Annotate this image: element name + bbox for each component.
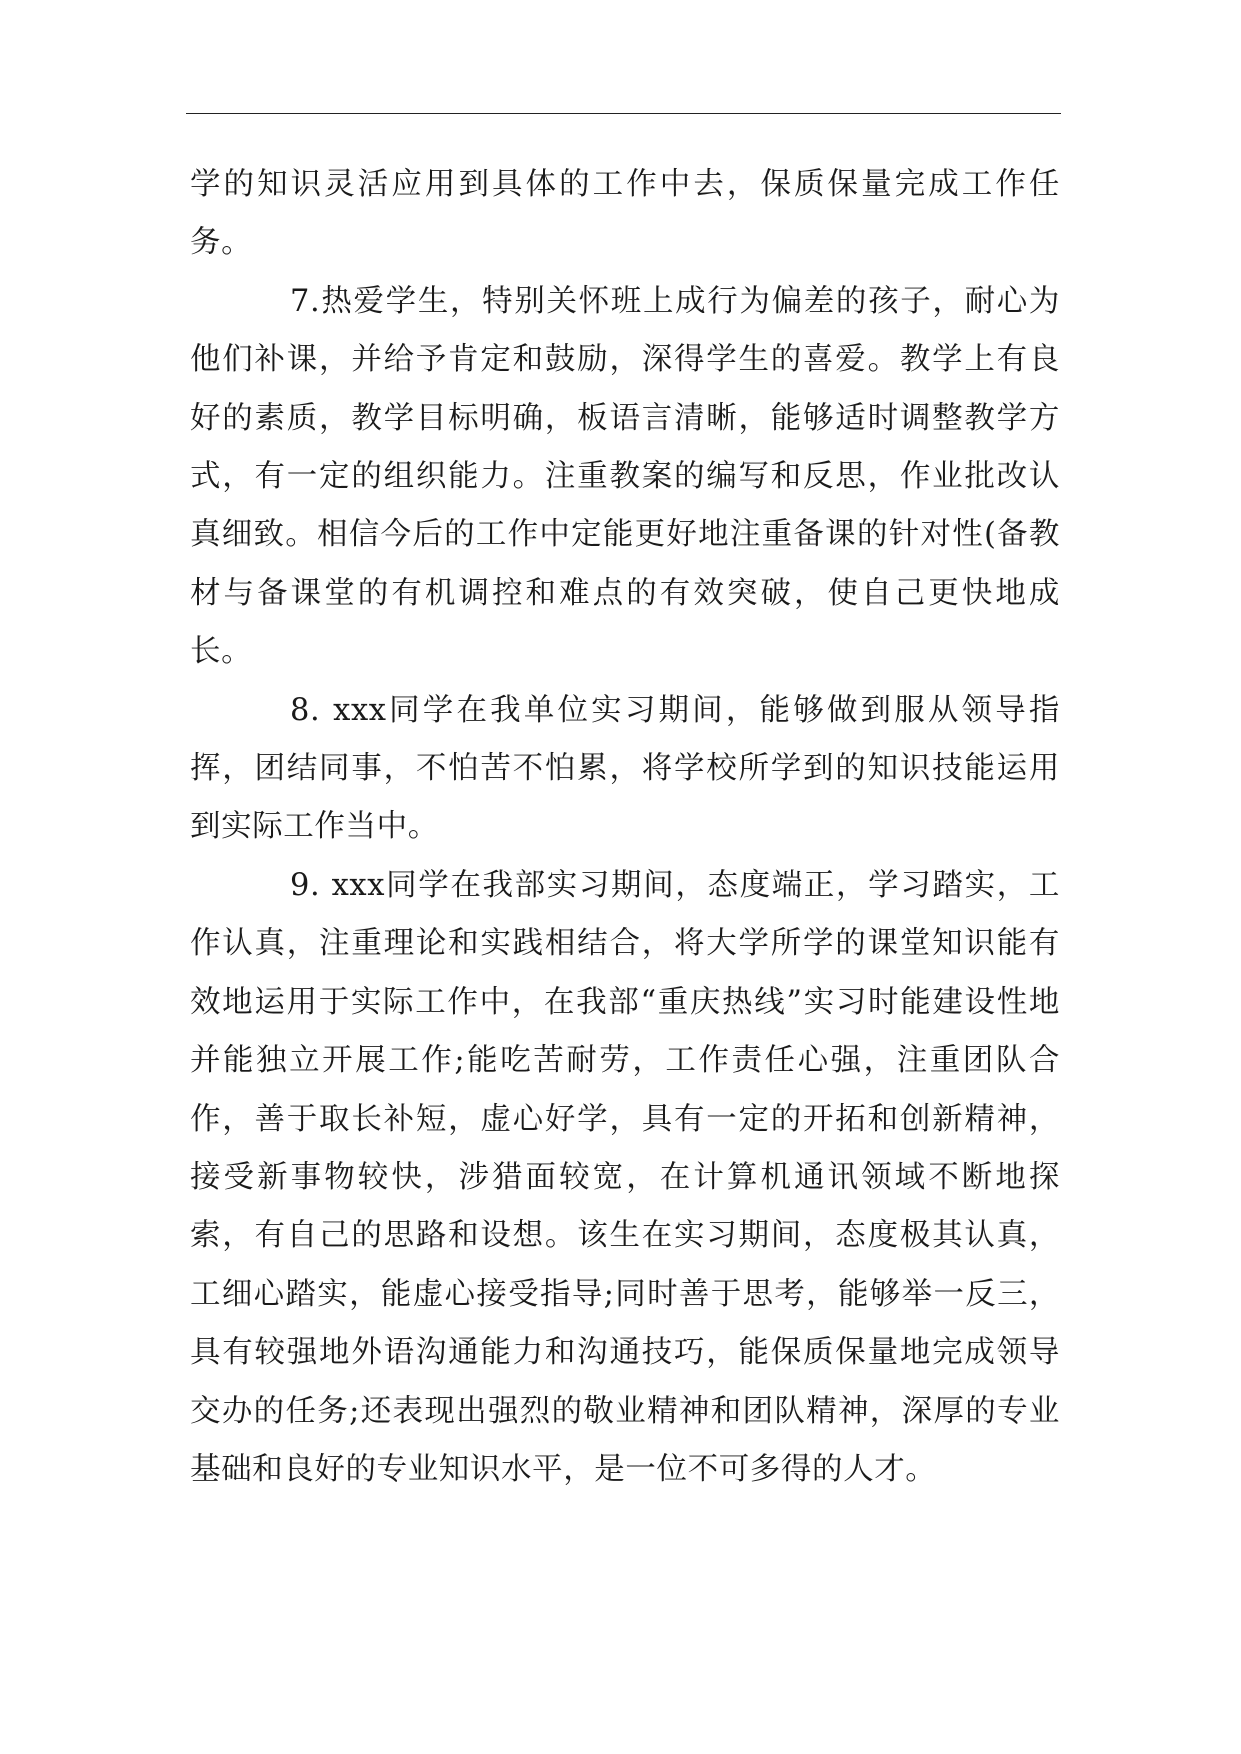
paragraph-item-8: 8. xxx同学在我单位实习期间，能够做到服从领导指挥，团结同事，不怕苦不怕累，将学校所学到的知识技能运用到实际工作当中。 — [190, 692, 1060, 845]
document-body — [190, 156, 1060, 1499]
paragraph-item-7: 7.热爱学生，特别关怀班上成行为偏差的孩子，耐心为他们补课，并给予肯定和鼓励，深得学生的喜爱。教学上有良好的素质，教学目标明确，板语言清晰，能够适时调整教学方式，有一定的组织能力。注重教案的编写和反思，作业批改认真细致。相信今后的工作中定能更好地注重备课的针对性(备教材与备课堂的有机调控和难点的有效突破，使自己更快地成长。 — [190, 283, 1060, 670]
header-rule — [186, 113, 1061, 114]
paragraph-continuation: 学的知识灵活应用到具体的工作中去，保质保量完成工作任务。 — [190, 167, 1060, 261]
paragraph-item-9: 9. xxx同学在我部实习期间，态度端正，学习踏实，工作认真，注重理论和实践相结合，将大学所学的课堂知识能有效地运用于实际工作中，在我部“重庆热线”实习时能建设性地并能独立开展工作;能吃苦耐劳，工作责任心强，注重团队合作，善于取长补短，虚心好学，具有一定的开拓和创新精神，接受新事物较快，涉猎面较宽，在计算机通讯领域不断地探索，有自己的思路和设想。该生在实习期间，态度极其认真，工细心踏实，能虚心接受指导;同时善于思考，能够举一反三，具有较强地外语沟通能力和沟通技巧，能保质保量地完成领导交办的任务;还表现出强烈的敬业精神和团队精神，深厚的专业基础和良好的专业知识水平，是一位不可多得的人才。 — [190, 867, 1060, 1487]
